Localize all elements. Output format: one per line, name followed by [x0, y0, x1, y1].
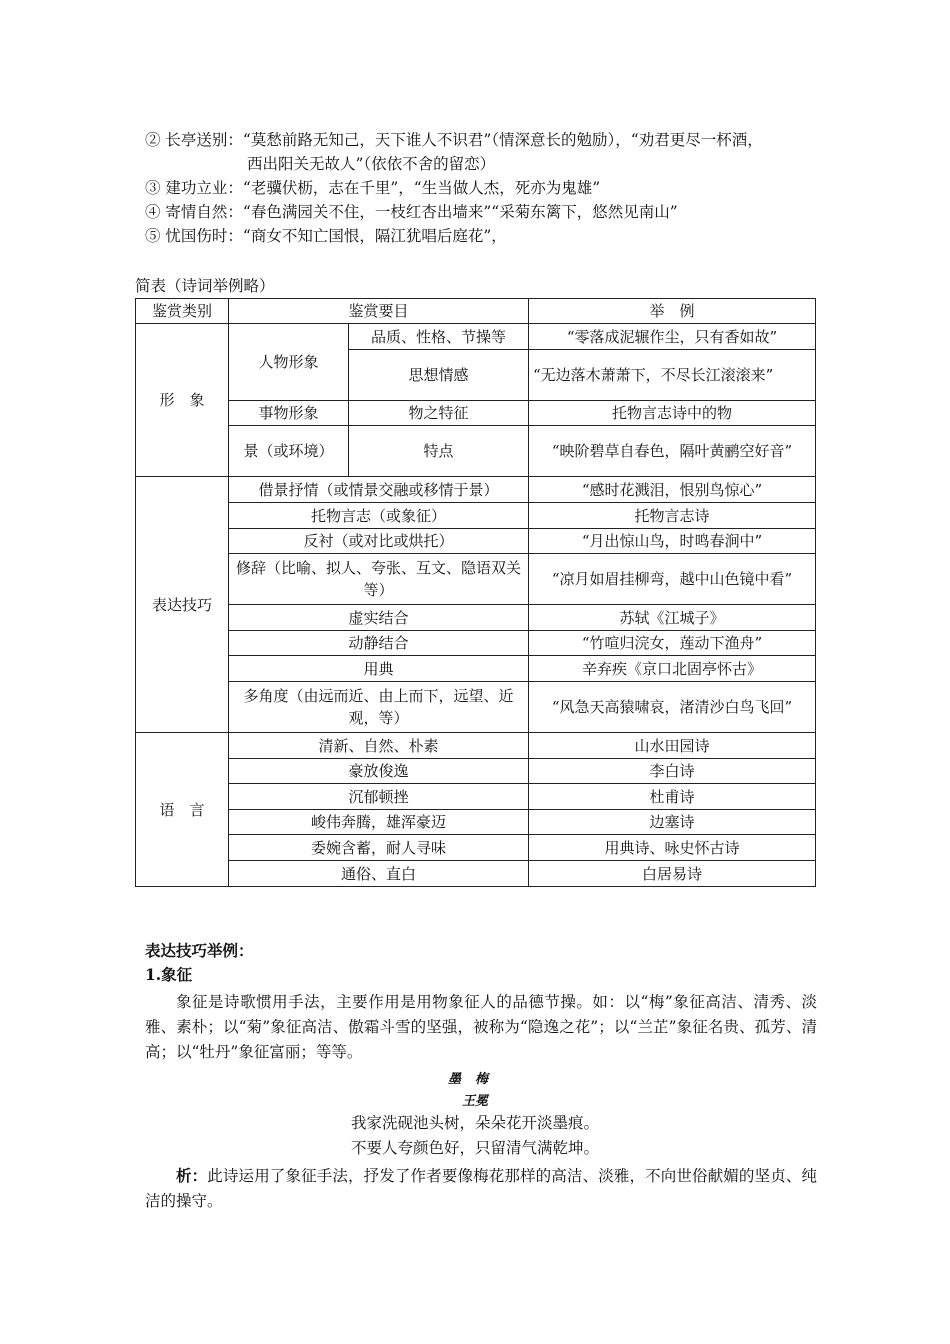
table-row — [136, 733, 816, 759]
analysis-text: 此诗运用了象征手法，抒发了作者要像梅花那样的高洁、淡雅，不向世俗献媚的坚贞、纯洁的操守。 — [145, 1167, 817, 1210]
section-title: 表达技巧举例： — [145, 941, 254, 960]
table-row — [136, 682, 816, 733]
table-row — [136, 503, 816, 529]
table-cell: “竹喧归浣女，莲动下渔舟” — [529, 631, 816, 656]
table-cell: 借景抒情（或情景交融或移情于景） — [229, 477, 529, 503]
table-cell: 山水田园诗 — [529, 733, 816, 759]
table-cell: “凉月如眉挂柳弯，越中山色镜中看” — [529, 554, 816, 605]
analysis-label: 析： — [176, 1166, 208, 1185]
table-header-row — [136, 299, 816, 324]
header-points: 鉴赏要目 — [229, 299, 529, 324]
analysis-paragraph — [145, 1163, 817, 1214]
body-paragraph: 象征是诗歌惯用手法，主要作用是用物象征人的品德节操。如：以“梅”象征高洁、清秀、淡雅、素朴；以“菊”象征高洁、傲霜斗雪的坚强，被称为“隐逸之花”；以“兰芷”象征名贵、孤芳、清高；以“牡丹”象征富丽；等等。 — [145, 993, 817, 1061]
table-cell: “映阶碧草自春色，隔叶黄鹂空好音” — [529, 426, 816, 477]
list-item: ② 长亭送别：“莫愁前路无知己，天下谁人不识君”（情深意长的勉励），“劝君更尽一杯酒， — [145, 131, 763, 149]
table-cell: 用典诗、咏史怀古诗 — [529, 835, 816, 861]
poem-line: 我家洗砚池头树，朵朵花开淡墨痕。 — [350, 1114, 599, 1132]
table-cell: 用典 — [229, 656, 529, 682]
table-cell: “感时花溅泪，恨别鸟惊心” — [529, 477, 816, 503]
table-cell: 边塞诗 — [529, 810, 816, 835]
table-cell: 修辞（比喻、拟人、夸张、互文、隐语双关等） — [229, 554, 529, 605]
table-cell: 沉郁顿挫 — [229, 784, 529, 810]
table-cell: 通俗、直白 — [229, 861, 529, 887]
poem-line: 不要人夸颜色好，只留清气满乾坤。 — [350, 1139, 599, 1157]
category-xingxiang: 形 象 — [136, 324, 229, 477]
table-row — [136, 861, 816, 887]
table-cell: 清新、自然、朴素 — [229, 733, 529, 759]
table-cell: 物之特征 — [349, 401, 529, 426]
poem-author: 王冕 — [461, 1094, 488, 1109]
list-item: ③ 建功立业：“老骥伏枥，志在千里”，“生当做人杰，死亦为鬼雄” — [145, 179, 601, 197]
header-category: 鉴赏类别 — [136, 299, 229, 324]
subcategory-renwu: 人物形象 — [229, 324, 349, 401]
table-cell: 思想情感 — [349, 350, 529, 401]
list-item: ④ 寄情自然：“春色满园关不住，一枝红杏出墙来”“采菊东篱下，悠然见南山” — [145, 203, 678, 221]
subcategory-jing: 景（或环境） — [229, 426, 349, 477]
table-row — [136, 631, 816, 656]
table-cell: 特点 — [349, 426, 529, 477]
poem-title: 墨梅 — [447, 1072, 502, 1087]
table-cell: 苏轼《江城子》 — [529, 605, 816, 631]
table-row — [136, 477, 816, 503]
list-item-continuation: 西出阳关无故人”（依依不舍的留恋） — [247, 155, 496, 173]
table-cell: 多角度（由远而近、由上而下，远望、近观，等） — [229, 682, 529, 733]
table-row — [136, 324, 816, 350]
table-cell: 托物言志（或象征） — [229, 503, 529, 529]
table-cell: 反衬（或对比或烘托） — [229, 529, 529, 554]
table-row — [136, 835, 816, 861]
table-row — [136, 529, 816, 554]
category-biaoda: 表达技巧 — [136, 477, 229, 733]
table-cell: 品质、性格、节操等 — [349, 324, 529, 350]
table-cell: 托物言志诗 — [529, 503, 816, 529]
table-row — [136, 426, 816, 477]
table-row — [136, 784, 816, 810]
appreciation-table — [135, 298, 816, 887]
table-cell: 豪放俊逸 — [229, 759, 529, 784]
table-cell: 托物言志诗中的物 — [529, 401, 816, 426]
table-cell: “无边落木萧萧下，不尽长江滚滚来” — [529, 350, 816, 401]
list-item: ⑤ 忧国伤时：“商女不知亡国恨，隔江犹唱后庭花”， — [145, 227, 507, 245]
table-row — [136, 656, 816, 682]
table-cell: 委婉含蓄，耐人寻味 — [229, 835, 529, 861]
table-cell: 白居易诗 — [529, 861, 816, 887]
table-cell: 虚实结合 — [229, 605, 529, 631]
table-cell: “月出惊山鸟，时鸣春涧中” — [529, 529, 816, 554]
table-cell: 李白诗 — [529, 759, 816, 784]
table-row — [136, 401, 816, 426]
table-row — [136, 554, 816, 605]
table-row — [136, 810, 816, 835]
table-cell: 辛弃疾《京口北固亭怀古》 — [529, 656, 816, 682]
table-cell: “零落成泥辗作尘，只有香如故” — [529, 324, 816, 350]
table-cell: 杜甫诗 — [529, 784, 816, 810]
header-example: 举 例 — [529, 299, 816, 324]
table-cell: 动静结合 — [229, 631, 529, 656]
table-row — [136, 759, 816, 784]
table-cell: “风急天高猿啸哀，渚清沙白鸟飞回” — [529, 682, 816, 733]
table-caption: 简表（诗词举例略） — [135, 277, 275, 295]
subsection-title: 1.象征 — [145, 965, 193, 984]
table-cell: 峻伟奔腾，雄浑豪迈 — [229, 810, 529, 835]
table-row — [136, 605, 816, 631]
category-yuyan: 语 言 — [136, 733, 229, 887]
subcategory-shiwu: 事物形象 — [229, 401, 349, 426]
